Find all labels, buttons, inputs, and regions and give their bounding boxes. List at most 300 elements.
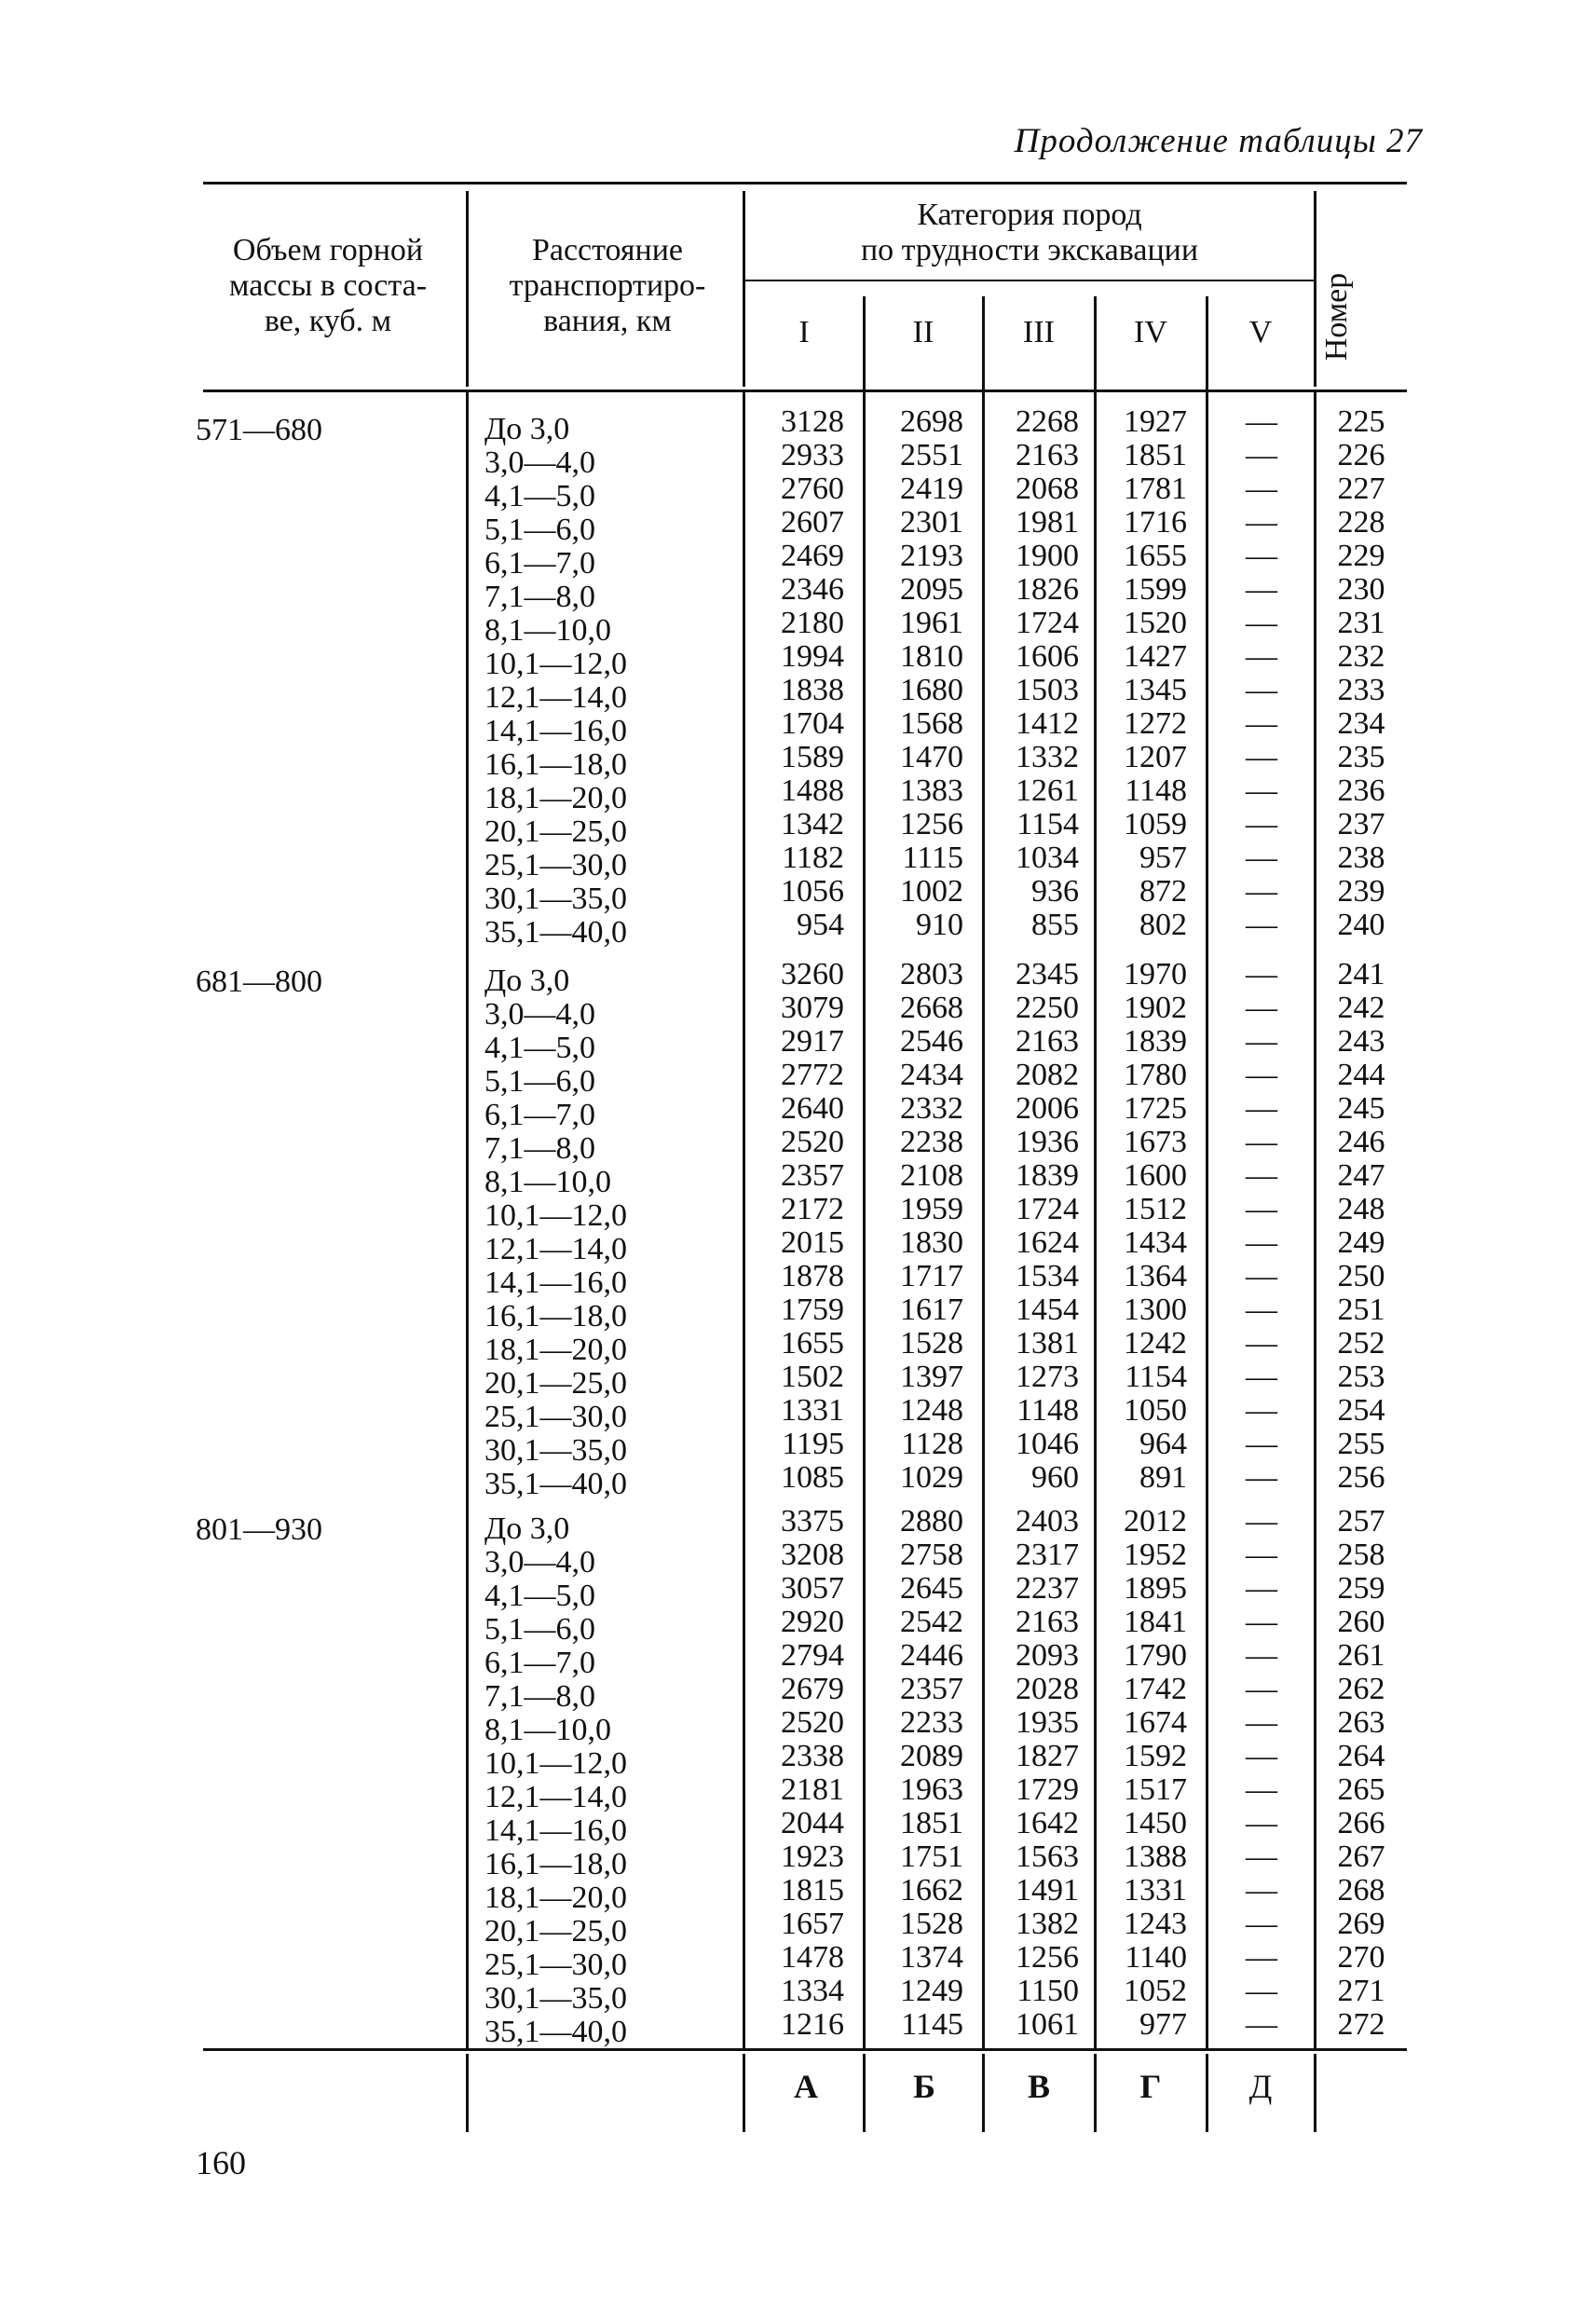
- table-cell: 1434: [1124, 1225, 1187, 1260]
- table-cell: 259: [1337, 1571, 1385, 1606]
- table-cell: 2679: [781, 1672, 844, 1706]
- table-cell: 1936: [1016, 1125, 1079, 1159]
- table-cell: 1300: [1124, 1292, 1187, 1327]
- table-cell: 20,1—25,0: [484, 1366, 627, 1401]
- col-rule-volume-body: [466, 391, 469, 2048]
- table-cell: 8,1—10,0: [484, 613, 611, 648]
- table-cell: 2180: [781, 606, 844, 640]
- table-cell: 253: [1337, 1360, 1385, 1394]
- table-cell: —: [1246, 2007, 1277, 2042]
- table-cell: —: [1246, 404, 1277, 439]
- col-rule-I-body: [863, 391, 866, 2048]
- table-cell: 18,1—20,0: [484, 781, 627, 815]
- table-cell: 1830: [900, 1225, 963, 1260]
- col-rule-I-foot: [863, 2054, 866, 2132]
- table-cell: 1952: [1124, 1538, 1187, 1572]
- table-cell: 1052: [1124, 1974, 1187, 2008]
- table-cell: До 3,0: [484, 964, 570, 998]
- table-cell: —: [1246, 1427, 1277, 1461]
- table-cell: 1397: [900, 1360, 963, 1394]
- header-volume: [198, 233, 458, 339]
- table-cell: 2698: [900, 404, 963, 439]
- table-cell: 1115: [902, 841, 963, 875]
- table-cell: 263: [1337, 1705, 1385, 1740]
- table-cell: 1657: [781, 1907, 844, 1941]
- table-cell: 35,1—40,0: [484, 915, 627, 950]
- table-cell: —: [1246, 1839, 1277, 1874]
- table-cell: 3128: [781, 404, 844, 439]
- table-cell: 231: [1337, 606, 1385, 640]
- col-V: [1211, 1505, 1312, 2042]
- table-cell: 1154: [1016, 807, 1079, 841]
- table-cell: 2419: [900, 472, 963, 506]
- table-cell: —: [1246, 438, 1277, 472]
- table-cell: 1841: [1124, 1605, 1187, 1639]
- col-rule-II: [982, 296, 985, 390]
- table-cell: 2357: [900, 1672, 963, 1706]
- distance-column: [484, 1512, 708, 2049]
- table-cell: 228: [1337, 505, 1385, 540]
- table-cell: 802: [1139, 908, 1187, 942]
- col-II: [874, 405, 963, 942]
- table-cell: 1742: [1124, 1672, 1187, 1706]
- table-cell: —: [1246, 1806, 1277, 1840]
- table-cell: —: [1246, 706, 1277, 741]
- table-cell: 1673: [1124, 1125, 1187, 1159]
- table-cell: 30,1—35,0: [484, 1433, 627, 1468]
- table-cell: 936: [1031, 874, 1079, 909]
- table-cell: 2434: [900, 1058, 963, 1092]
- header-category-line: Категория пород: [917, 198, 1142, 232]
- table-cell: 1655: [1124, 539, 1187, 573]
- table-cell: 1273: [1016, 1360, 1079, 1394]
- table-cell: 1970: [1124, 957, 1187, 991]
- table-cell: 25,1—30,0: [484, 848, 627, 882]
- table-cell: 6,1—7,0: [484, 1646, 595, 1680]
- table-cell: 6,1—7,0: [484, 1098, 595, 1132]
- table-cell: 1128: [901, 1427, 963, 1461]
- table-cell: —: [1246, 1672, 1277, 1706]
- table-cell: 271: [1337, 1974, 1385, 2008]
- table-cell: 2012: [1124, 1504, 1187, 1538]
- table-cell: —: [1246, 908, 1277, 942]
- table-cell: 1839: [1016, 1158, 1079, 1193]
- table-cell: —: [1246, 1772, 1277, 1807]
- table-cell: 1963: [900, 1772, 963, 1807]
- table-cell: 1381: [1016, 1326, 1079, 1361]
- col-I: [755, 958, 844, 1495]
- table-cell: —: [1246, 807, 1277, 841]
- table-cell: 2520: [781, 1705, 844, 1740]
- table-cell: 256: [1337, 1460, 1385, 1495]
- table-cell: 2917: [781, 1024, 844, 1059]
- table-cell: 1851: [1124, 438, 1187, 472]
- table-cell: 1716: [1124, 505, 1187, 540]
- table-cell: 2758: [900, 1538, 963, 1572]
- table-cell: 25,1—30,0: [484, 1400, 627, 1434]
- table-cell: 5,1—6,0: [484, 1064, 595, 1099]
- table-cell: 2403: [1016, 1504, 1079, 1538]
- table-cell: 14,1—16,0: [484, 714, 627, 748]
- table-cell: 954: [797, 908, 844, 942]
- table-cell: 6,1—7,0: [484, 546, 595, 581]
- table-cell: 10,1—12,0: [484, 1198, 627, 1233]
- header-distance-line: вания, км: [543, 304, 672, 338]
- col-rule-V-body: [1314, 391, 1316, 2048]
- table-cell: 1935: [1016, 1705, 1079, 1740]
- table-cell: 2772: [781, 1058, 844, 1092]
- table-cell: 1528: [900, 1326, 963, 1361]
- table-cell: 266: [1337, 1806, 1385, 1840]
- table-cell: —: [1246, 740, 1277, 774]
- table-cell: 1724: [1016, 606, 1079, 640]
- table-cell: 234: [1337, 706, 1385, 741]
- table-cell: 1838: [781, 673, 844, 707]
- table-cell: 258: [1337, 1538, 1385, 1572]
- table-cell: —: [1246, 1873, 1277, 1908]
- table-cell: —: [1246, 539, 1277, 573]
- table-cell: 1994: [781, 639, 844, 674]
- header-category: [750, 198, 1309, 268]
- table-cell: 957: [1139, 841, 1187, 875]
- col-I: [755, 1505, 844, 2042]
- table-cell: 10,1—12,0: [484, 1746, 627, 1781]
- table-cell: 235: [1337, 740, 1385, 774]
- table-cell: 242: [1337, 991, 1385, 1025]
- col-III: [989, 958, 1079, 1495]
- footer-letter-b: Б: [913, 2068, 935, 2105]
- table-cell: 1895: [1124, 1571, 1187, 1606]
- header-cat-I: I: [798, 315, 810, 349]
- table-cell: 2250: [1016, 991, 1079, 1025]
- table-cell: —: [1246, 1192, 1277, 1226]
- header-distance-line: транспортиро-: [509, 268, 706, 303]
- table-cell: 2301: [900, 505, 963, 540]
- col-rule-V-foot: [1314, 2054, 1316, 2132]
- header-cat-III: III: [1023, 315, 1055, 349]
- table-cell: 2551: [900, 438, 963, 472]
- table-cell: —: [1246, 472, 1277, 506]
- table-cell: 1272: [1124, 706, 1187, 741]
- table-cell: 1781: [1124, 472, 1187, 506]
- table-cell: —: [1246, 1326, 1277, 1361]
- table-cell: 12,1—14,0: [484, 1232, 627, 1266]
- col-nomer: [1319, 958, 1403, 1495]
- table-cell: 1520: [1124, 606, 1187, 640]
- table-cell: 2346: [781, 572, 844, 607]
- table-cell: 2640: [781, 1091, 844, 1126]
- table-cell: 1704: [781, 706, 844, 741]
- table-cell: 16,1—18,0: [484, 1299, 627, 1333]
- col-nomer: [1319, 405, 1403, 942]
- table-cell: 1851: [900, 1806, 963, 1840]
- table-cell: 265: [1337, 1772, 1385, 1807]
- table-cell: 1927: [1124, 404, 1187, 439]
- table-cell: 2108: [900, 1158, 963, 1193]
- col-nomer: [1319, 1505, 1403, 2042]
- col-II: [874, 1505, 963, 2042]
- table-cell: 1216: [781, 2007, 844, 2042]
- table-cell: 2332: [900, 1091, 963, 1126]
- table-cell: 1427: [1124, 639, 1187, 674]
- col-rule-volume-foot: [466, 2054, 469, 2132]
- table-cell: 1450: [1124, 1806, 1187, 1840]
- col-rule-distance-body: [743, 391, 745, 2048]
- col-rule-I: [863, 296, 866, 390]
- col-rule-IV: [1206, 296, 1208, 390]
- table-cell: 1751: [900, 1839, 963, 1874]
- table-cell: 1382: [1016, 1907, 1079, 1941]
- col-rule-II-foot: [982, 2054, 985, 2132]
- table-cell: 960: [1031, 1460, 1079, 1495]
- table-cell: 2233: [900, 1705, 963, 1740]
- col-III: [989, 405, 1079, 942]
- table-cell: 2469: [781, 539, 844, 573]
- table-cell: 1148: [1016, 1393, 1079, 1428]
- table-cell: 5,1—6,0: [484, 513, 595, 547]
- table-cell: 3,0—4,0: [484, 445, 595, 480]
- table-cell: До 3,0: [484, 1511, 570, 1546]
- table-cell: 243: [1337, 1024, 1385, 1059]
- table-cell: —: [1246, 1058, 1277, 1092]
- header-volume-line: ве, куб. м: [264, 304, 392, 338]
- table-cell: —: [1246, 841, 1277, 875]
- table-cell: 1059: [1124, 807, 1187, 841]
- table-cell: 1512: [1124, 1192, 1187, 1226]
- col-III: [989, 1505, 1079, 2042]
- table-cell: 14,1—16,0: [484, 1813, 627, 1848]
- table-cell: —: [1246, 1460, 1277, 1495]
- col-rule-IV-foot: [1206, 2054, 1208, 2132]
- table-cell: 262: [1337, 1672, 1385, 1706]
- table-cell: 855: [1031, 908, 1079, 942]
- table-cell: 7,1—8,0: [484, 580, 595, 614]
- table-cell: 2068: [1016, 472, 1079, 506]
- header-nomer: [1312, 233, 1362, 401]
- table-cell: 2089: [900, 1739, 963, 1773]
- table-cell: 2607: [781, 505, 844, 540]
- table-cell: 2760: [781, 472, 844, 506]
- table-cell: 238: [1337, 841, 1385, 875]
- table-cell: 255: [1337, 1427, 1385, 1461]
- table-cell: 226: [1337, 438, 1385, 472]
- table-cell: 872: [1139, 874, 1187, 909]
- col-I: [755, 405, 844, 942]
- table-cell: —: [1246, 874, 1277, 909]
- table-cell: 2317: [1016, 1538, 1079, 1572]
- table-cell: 1534: [1016, 1259, 1079, 1293]
- table-cell: 1002: [900, 874, 963, 909]
- table-cell: 1383: [900, 773, 963, 808]
- table-cell: 1061: [1016, 2007, 1079, 2042]
- table-cell: 1331: [1124, 1873, 1187, 1908]
- table-cell: —: [1246, 1974, 1277, 2008]
- table-cell: 1207: [1124, 740, 1187, 774]
- table-cell: 1046: [1016, 1427, 1079, 1461]
- table-cell: 1345: [1124, 673, 1187, 707]
- table-cell: —: [1246, 1605, 1277, 1639]
- table-cell: 1815: [781, 1873, 844, 1908]
- col-rule-III: [1094, 296, 1097, 390]
- table-cell: 18,1—20,0: [484, 1333, 627, 1367]
- table-cell: —: [1246, 673, 1277, 707]
- footer-letter-a: А: [794, 2068, 818, 2105]
- table-cell: 1900: [1016, 539, 1079, 573]
- table-cell: 5,1—6,0: [484, 1612, 595, 1647]
- table-cell: 14,1—16,0: [484, 1265, 627, 1300]
- table-cell: 12,1—14,0: [484, 1780, 627, 1814]
- table-cell: 254: [1337, 1393, 1385, 1428]
- table-cell: 1256: [900, 807, 963, 841]
- table-cell: 269: [1337, 1907, 1385, 1941]
- header-cat-II: II: [912, 315, 934, 349]
- table-cell: До 3,0: [484, 412, 570, 446]
- table-cell: 2237: [1016, 1571, 1079, 1606]
- table-cell: 1790: [1124, 1638, 1187, 1673]
- table-cell: 1242: [1124, 1326, 1187, 1361]
- table-cell: 2920: [781, 1605, 844, 1639]
- table-cell: 30,1—35,0: [484, 1981, 627, 2016]
- table-cell: 2794: [781, 1638, 844, 1673]
- table-cell: 1182: [782, 841, 844, 875]
- header-nomer-label: Номер: [1319, 272, 1354, 362]
- col-V: [1211, 405, 1312, 942]
- table-cell: 232: [1337, 639, 1385, 674]
- table-cell: 30,1—35,0: [484, 882, 627, 916]
- table-cell: 4,1—5,0: [484, 479, 595, 513]
- table-cell: 240: [1337, 908, 1385, 942]
- footer-letter-d: Д: [1248, 2068, 1273, 2105]
- table-cell: 1902: [1124, 991, 1187, 1025]
- group-volume: 681—800: [196, 964, 322, 999]
- table-cell: 1959: [900, 1192, 963, 1226]
- table-cell: 270: [1337, 1940, 1385, 1975]
- table-cell: 2357: [781, 1158, 844, 1193]
- table-cell: 1334: [781, 1974, 844, 2008]
- table-cell: —: [1246, 1360, 1277, 1394]
- table-cell: 4,1—5,0: [484, 1579, 595, 1613]
- table-cell: 3208: [781, 1538, 844, 1572]
- col-II: [874, 958, 963, 1495]
- table-cell: 1154: [1125, 1360, 1187, 1394]
- table-cell: 1454: [1016, 1292, 1079, 1327]
- table-cell: 1150: [1016, 1974, 1079, 2008]
- col-rule-III-body: [1094, 391, 1097, 2048]
- distance-column: [484, 964, 708, 1501]
- header-distance-line: Расстояние: [531, 233, 684, 267]
- table-cell: 1589: [781, 740, 844, 774]
- table-cell: 1488: [781, 773, 844, 808]
- table-cell: 2803: [900, 957, 963, 991]
- table-cell: 1674: [1124, 1705, 1187, 1740]
- table-cell: 233: [1337, 673, 1385, 707]
- table-cell: 236: [1337, 773, 1385, 808]
- table-cell: 2172: [781, 1192, 844, 1226]
- table-cell: 2082: [1016, 1058, 1079, 1092]
- table-cell: 1502: [781, 1360, 844, 1394]
- table-cell: —: [1246, 1538, 1277, 1572]
- table-cell: —: [1246, 773, 1277, 808]
- table-cell: —: [1246, 1225, 1277, 1260]
- table-cell: 35,1—40,0: [484, 2015, 627, 2049]
- table-cell: 2163: [1016, 1024, 1079, 1059]
- table-bottom-rule: [203, 2048, 1407, 2051]
- col-rule-distance: [743, 191, 745, 387]
- col-rule-II-body: [982, 391, 985, 2048]
- col-rule-IV-body: [1206, 391, 1208, 2048]
- table-cell: —: [1246, 1091, 1277, 1126]
- col-IV: [1098, 958, 1187, 1495]
- table-cell: —: [1246, 1705, 1277, 1740]
- table-cell: 3057: [781, 1571, 844, 1606]
- category-divider: [745, 280, 1314, 281]
- table-cell: 2093: [1016, 1638, 1079, 1673]
- footer-letter-g: Г: [1139, 2068, 1162, 2105]
- table-cell: 244: [1337, 1058, 1385, 1092]
- table-cell: 261: [1337, 1638, 1385, 1673]
- table-cell: 1725: [1124, 1091, 1187, 1126]
- distance-column: [484, 413, 708, 950]
- footer-letter-v: В: [1027, 2068, 1050, 2105]
- table-cell: 245: [1337, 1091, 1385, 1126]
- table-cell: 2015: [781, 1225, 844, 1260]
- table-cell: —: [1246, 1571, 1277, 1606]
- table-cell: 2345: [1016, 957, 1079, 991]
- table-cell: 237: [1337, 807, 1385, 841]
- table-cell: —: [1246, 639, 1277, 674]
- table-cell: 2645: [900, 1571, 963, 1606]
- table-cell: 964: [1139, 1427, 1187, 1461]
- table-cell: 1617: [900, 1292, 963, 1327]
- table-cell: 1961: [900, 606, 963, 640]
- table-cell: 1717: [900, 1259, 963, 1293]
- table-cell: 229: [1337, 539, 1385, 573]
- table-cell: —: [1246, 1292, 1277, 1327]
- table-cell: 247: [1337, 1158, 1385, 1193]
- table-cell: —: [1246, 1259, 1277, 1293]
- table-cell: 1243: [1124, 1907, 1187, 1941]
- table-cell: 2163: [1016, 438, 1079, 472]
- table-cell: 2668: [900, 991, 963, 1025]
- table-cell: 2338: [781, 1739, 844, 1773]
- table-cell: 1145: [901, 2007, 963, 2042]
- table-cell: 1655: [781, 1326, 844, 1361]
- table-cell: 1724: [1016, 1192, 1079, 1226]
- table-cell: —: [1246, 572, 1277, 607]
- table-cell: 1374: [900, 1940, 963, 1975]
- table-cell: 8,1—10,0: [484, 1713, 611, 1747]
- table-cell: 18,1—20,0: [484, 1880, 627, 1915]
- table-cell: 248: [1337, 1192, 1385, 1226]
- table-cell: 16,1—18,0: [484, 747, 627, 782]
- table-cell: 250: [1337, 1259, 1385, 1293]
- table-cell: 1261: [1016, 773, 1079, 808]
- table-cell: 1759: [781, 1292, 844, 1327]
- table-cell: 1839: [1124, 1024, 1187, 1059]
- table-cell: 1478: [781, 1940, 844, 1975]
- table-cell: 8,1—10,0: [484, 1165, 611, 1199]
- table-cell: 1624: [1016, 1225, 1079, 1260]
- table-cell: 2238: [900, 1125, 963, 1159]
- table-cell: 2542: [900, 1605, 963, 1639]
- table-cell: 1256: [1016, 1940, 1079, 1975]
- col-V: [1211, 958, 1312, 1495]
- table-cell: 16,1—18,0: [484, 1847, 627, 1881]
- table-cell: 1878: [781, 1259, 844, 1293]
- table-caption: Продолжение таблицы 27: [1014, 122, 1423, 160]
- table-cell: 1981: [1016, 505, 1079, 540]
- header-volume-line: Объем горной: [232, 233, 424, 267]
